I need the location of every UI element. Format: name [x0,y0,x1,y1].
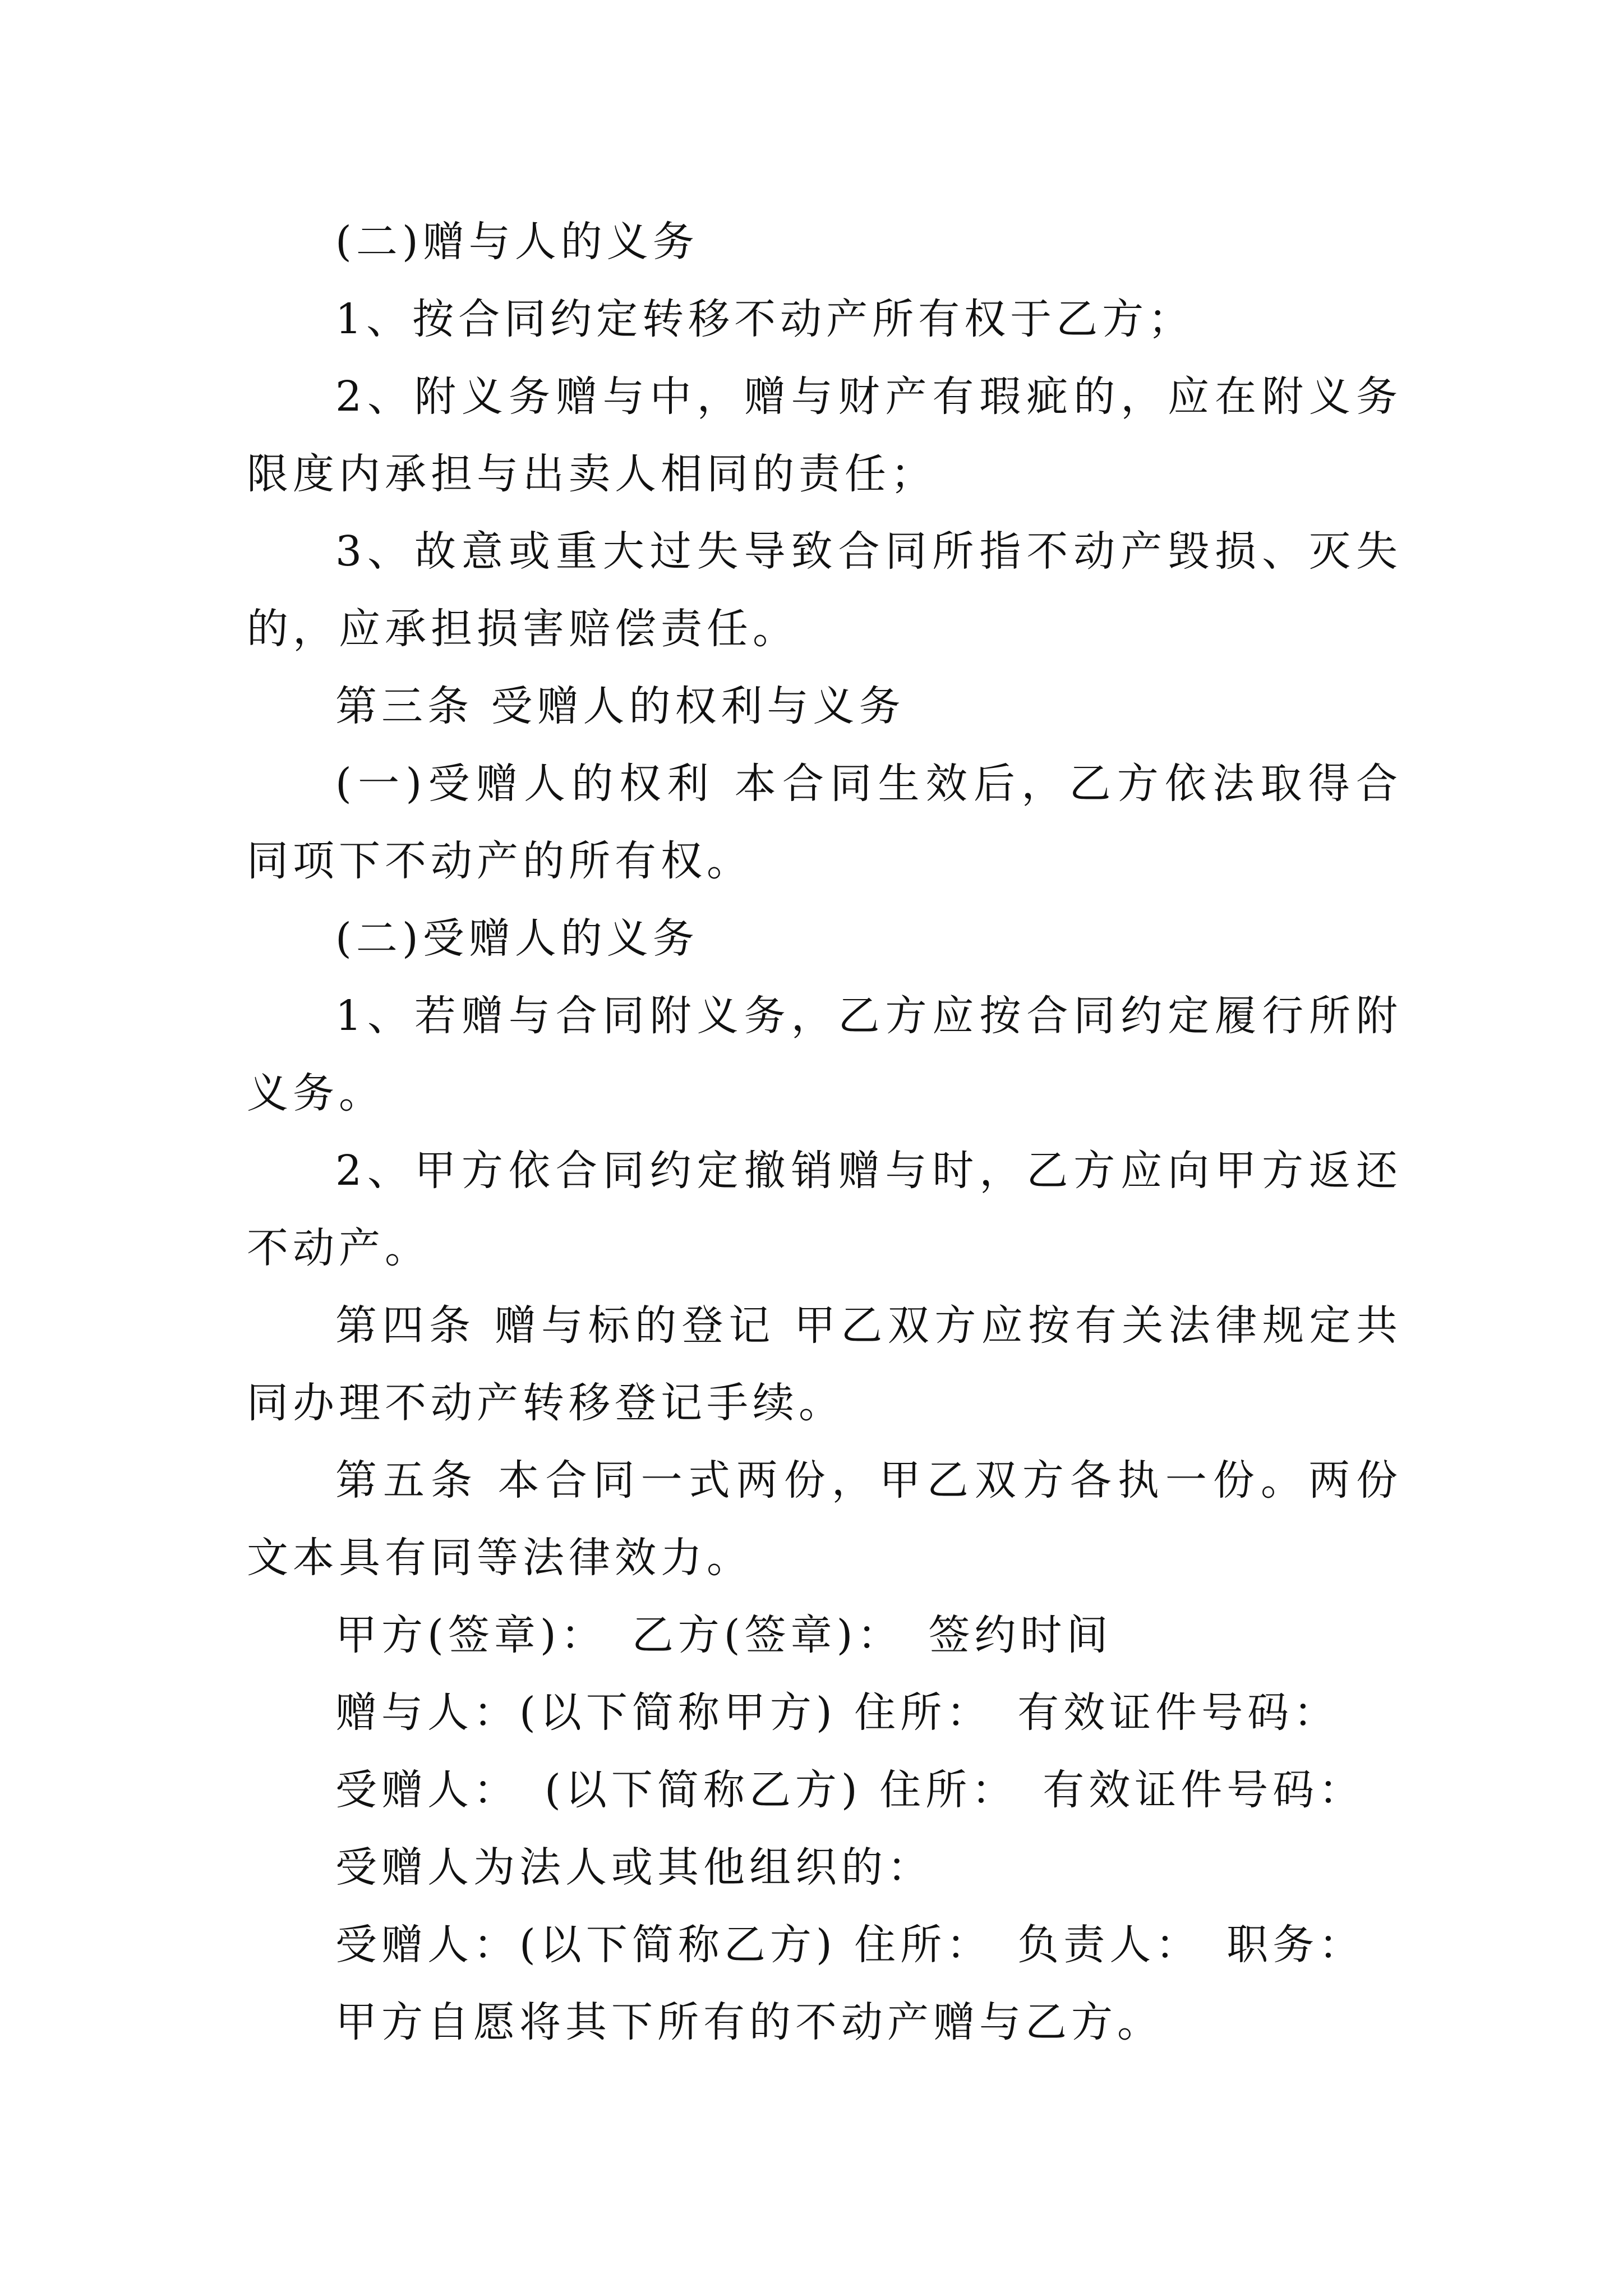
paragraph-donee-legal-entity: 受赠人为法人或其他组织的： [335,1843,933,1892]
paragraph-donee-info: 受赠人： (以下简称乙方) 住所： 有效证件号码： [335,1766,1365,1814]
paragraph-donor-obligation-1: 1、按合同约定转移不动产所有权于乙方； [335,295,1195,343]
paragraph-donor-obligation-2: 2、附义务赠与中，赠与财产有瑕疵的，应在附义务限度内承担与出卖人相同的责任； [247,372,1402,498]
paragraph-donee-entity-info: 受赠人：(以下简称乙方) 住所： 负责人： 职务： [335,1921,1365,1969]
paragraph-donee-obligation-2: 2、甲方依合同约定撤销赠与时，乙方应向甲方返还不动产。 [247,1147,1402,1272]
paragraph-article-3-heading: 第三条 受赠人的权利与义务 [335,682,905,730]
paragraph-donor-obligations-heading: (二)赠与人的义务 [335,218,699,266]
paragraph-donee-obligation-1: 1、若赠与合同附义务，乙方应按合同约定履行所附义务。 [247,992,1402,1117]
paragraph-donation-statement: 甲方自愿将其下所有的不动产赠与乙方。 [335,1998,1163,2046]
paragraph-signature-line: 甲方(签章)： 乙方(签章)： 签约时间 [335,1611,1113,1659]
paragraph-article-5: 第五条 本合同一式两份，甲乙双方各执一份。两份文本具有同等法律效力。 [247,1456,1402,1582]
paragraph-article-4: 第四条 赠与标的登记 甲乙双方应按有关法律规定共同办理不动产转移登记手续。 [247,1301,1402,1427]
document-body [247,203,1402,2061]
paragraph-donee-obligations-heading: (二)受赠人的义务 [335,914,699,963]
paragraph-donor-info: 赠与人：(以下简称甲方) 住所： 有效证件号码： [335,1688,1340,1737]
paragraph-donor-obligation-3: 3、故意或重大过失导致合同所指不动产毁损、灭失的，应承担损害赔偿责任。 [247,527,1402,653]
paragraph-donee-rights: (一)受赠人的权利 本合同生效后，乙方依法取得合同项下不动产的所有权。 [247,760,1402,885]
